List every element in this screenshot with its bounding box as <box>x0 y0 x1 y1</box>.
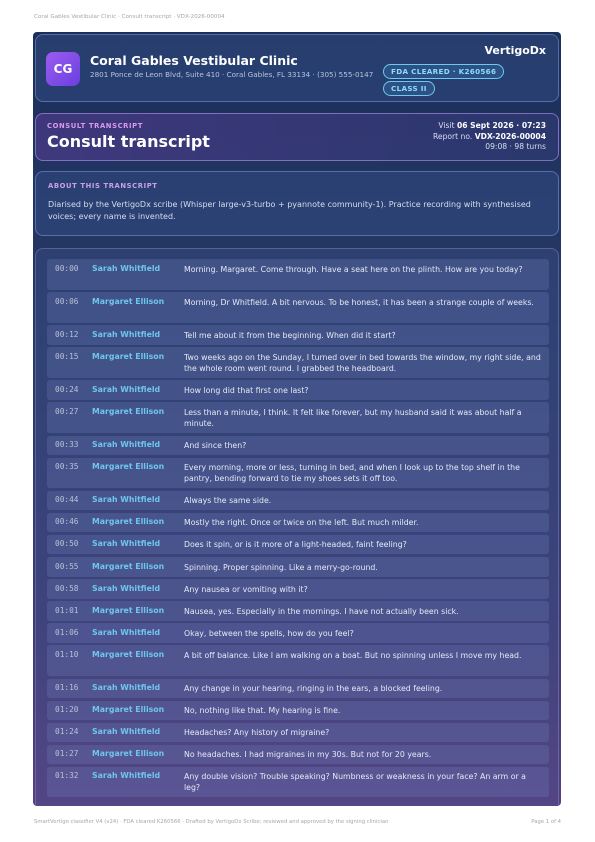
turn-speaker: Margaret Ellison <box>92 705 165 715</box>
turn-timestamp: 01:01 <box>55 605 79 615</box>
transcript-turn <box>47 491 549 511</box>
transcript-turn <box>47 701 549 721</box>
turn-text: Morning, Dr Whitfield. A bit nervous. To be honest, it has been a strange couple of weeks. <box>184 297 534 307</box>
turn-timestamp: 00:50 <box>55 539 79 549</box>
turn-timestamp: 00:15 <box>55 351 79 361</box>
turn-timestamp: 01:24 <box>55 727 79 737</box>
turn-text: Every morning, more or less, turning in bed, and when I look up to the top shelf in the pantry, bending forward to tie my shoes sets it off too. <box>184 463 520 484</box>
footer-note: SmartVertigo classifier V4 (v24) · FDA cleared K260566 · Drafted by VertigoDx Scribe; reviewed and approved by the signing clinician <box>34 819 389 825</box>
transcript-turn <box>47 645 549 676</box>
turn-text: Any double vision? Trouble speaking? Numbness or weakness in your face? An arm or a leg? <box>184 772 526 793</box>
turn-timestamp: 00:58 <box>55 583 79 593</box>
turn-text: How long did that first one last? <box>184 385 309 395</box>
turn-text: Headaches? Any history of migraine? <box>184 728 330 738</box>
turn-speaker: Margaret Ellison <box>92 406 165 416</box>
page-title: Consult transcript <box>47 132 210 151</box>
transcript-turn <box>47 601 549 621</box>
turn-text: Nausea, yes. Especially in the mornings. I have not actually been sick. <box>184 606 459 616</box>
turn-timestamp: 01:10 <box>55 649 79 659</box>
turn-timestamp: 00:27 <box>55 406 79 416</box>
title-block <box>35 113 559 161</box>
turn-timestamp: 01:06 <box>55 627 79 637</box>
turn-speaker: Margaret Ellison <box>92 561 165 571</box>
transcript-turn <box>47 436 549 456</box>
turn-text: Morning. Margaret. Come through. Have a seat here on the plinth. How are you today? <box>184 264 523 274</box>
turn-text: Two weeks ago on the Sunday, I turned over in bed towards the window, my right side, and the whole room went round. I grabbed the headboard. <box>184 352 541 373</box>
turn-timestamp: 01:16 <box>55 683 79 692</box>
clinic-address: 2801 Ponce de Leon Blvd, Suite 410 · Coral Gables, FL 33134 · (305) 555-0147 <box>90 70 374 79</box>
turn-text: A bit off balance. Like I am walking on a boat. But no spinning unless I move my head. <box>184 650 522 660</box>
transcript-turn <box>47 767 549 798</box>
transcript-turn <box>47 458 549 489</box>
turn-speaker: Sarah Whitfield <box>92 495 161 505</box>
transcript-turn <box>47 723 549 743</box>
turn-timestamp: 01:32 <box>55 771 79 781</box>
turn-speaker: Sarah Whitfield <box>92 539 161 549</box>
turn-speaker: Sarah Whitfield <box>92 683 161 692</box>
turn-text: Tell me about it from the beginning. When did it start? <box>184 330 396 340</box>
device-class-badge: CLASS II <box>383 81 435 96</box>
transcript-turn <box>47 679 549 699</box>
turn-timestamp: 00:44 <box>55 495 79 505</box>
turn-timestamp: 00:00 <box>55 263 79 273</box>
turn-speaker: Margaret Ellison <box>92 517 165 527</box>
turn-text: No headaches. I had migraines in my 30s. But not for 20 years. <box>184 750 432 760</box>
turn-timestamp: 01:27 <box>55 749 79 759</box>
turn-speaker: Sarah Whitfield <box>92 440 161 450</box>
turn-speaker: Margaret Ellison <box>92 351 165 361</box>
turn-text: Okay, between the spells, how do you feel? <box>184 628 354 638</box>
running-head: Coral Gables Vestibular Clinic · Consult transcript · VDX-2026-00004 <box>34 14 225 20</box>
visit-datetime: 06 Sept 2026 · 07:23 <box>456 121 546 130</box>
clinic-logo: CG <box>46 52 80 86</box>
turn-text: No, nothing like that. My hearing is fine. <box>184 706 341 716</box>
transcript-turn <box>47 402 549 433</box>
transcript-turns <box>47 259 549 797</box>
document-eyebrow: CONSULT TRANSCRIPT <box>47 122 143 130</box>
turn-text: And since then? <box>184 441 247 451</box>
turn-speaker: Sarah Whitfield <box>92 583 161 593</box>
clinic-header <box>35 34 559 102</box>
turn-speaker: Margaret Ellison <box>92 605 165 615</box>
turn-speaker: Sarah Whitfield <box>92 771 161 781</box>
turn-timestamp: 01:20 <box>55 705 79 715</box>
turn-speaker: Margaret Ellison <box>92 296 165 306</box>
transcript-turn <box>47 557 549 577</box>
about-heading: ABOUT THIS TRANSCRIPT <box>48 182 158 190</box>
turn-speaker: Sarah Whitfield <box>92 727 161 737</box>
about-section <box>35 171 559 236</box>
transcript-turn <box>47 745 549 765</box>
turn-timestamp: 00:12 <box>55 329 79 339</box>
transcript-turn <box>47 259 549 290</box>
turn-timestamp: 00:35 <box>55 462 79 472</box>
report-number: VDX-2026-00004 <box>474 131 546 141</box>
clinic-name: Coral Gables Vestibular Clinic <box>90 53 298 68</box>
turn-text: Less than a minute, I think. It felt like forever, but my husband said it was about half a minute. <box>184 407 522 428</box>
transcript-turn <box>47 535 549 555</box>
turn-speaker: Sarah Whitfield <box>92 263 161 273</box>
document-sheet <box>33 32 561 806</box>
turn-speaker: Margaret Ellison <box>92 649 165 659</box>
visit-line: Visit 06 Sept 2026 · 07:23 <box>438 121 546 130</box>
transcript-turn <box>47 347 549 378</box>
turn-speaker: Sarah Whitfield <box>92 627 161 637</box>
transcript-turn <box>47 513 549 533</box>
transcript-section <box>35 248 559 806</box>
turn-text: Spinning. Proper spinning. Like a merry-go-round. <box>184 562 378 572</box>
about-body: Diarised by the VertigoDx scribe (Whisper large-v3-turbo + pyannote community-1). Practice recording with synthesised voices; every name is invented. <box>48 200 531 221</box>
turn-timestamp: 00:33 <box>55 440 79 450</box>
turn-speaker: Margaret Ellison <box>92 749 165 759</box>
transcript-turn <box>47 380 549 400</box>
report-line: Report no. VDX-2026-00004 <box>432 131 546 141</box>
transcript-turn <box>47 579 549 599</box>
turn-speaker: Margaret Ellison <box>92 462 165 472</box>
turn-timestamp: 00:24 <box>55 384 79 394</box>
duration-line: 09:08 · 98 turns <box>485 142 546 151</box>
brand-name: VertigoDx <box>484 44 546 57</box>
turn-speaker: Sarah Whitfield <box>92 329 161 339</box>
turn-text: Any nausea or vomiting with it? <box>184 584 308 594</box>
fda-cleared-badge: FDA CLEARED · K260566 <box>383 64 504 79</box>
transcript-turn <box>47 623 549 643</box>
turn-text: Mostly the right. Once or twice on the left. But much milder. <box>184 518 419 528</box>
transcript-turn <box>47 292 549 323</box>
turn-timestamp: 00:46 <box>55 517 79 527</box>
turn-text: Does it spin, or is it more of a light-headed, faint feeling? <box>184 540 407 550</box>
turn-speaker: Sarah Whitfield <box>92 384 161 394</box>
page-number: Page 1 of 4 <box>531 819 561 825</box>
turn-text: Always the same side. <box>184 496 272 506</box>
transcript-turn <box>47 325 549 345</box>
turn-timestamp: 00:06 <box>55 296 79 306</box>
visit-meta <box>433 121 546 153</box>
turn-text: Any change in your hearing, ringing in the ears, a blocked feeling. <box>184 684 443 693</box>
turn-timestamp: 00:55 <box>55 561 79 571</box>
